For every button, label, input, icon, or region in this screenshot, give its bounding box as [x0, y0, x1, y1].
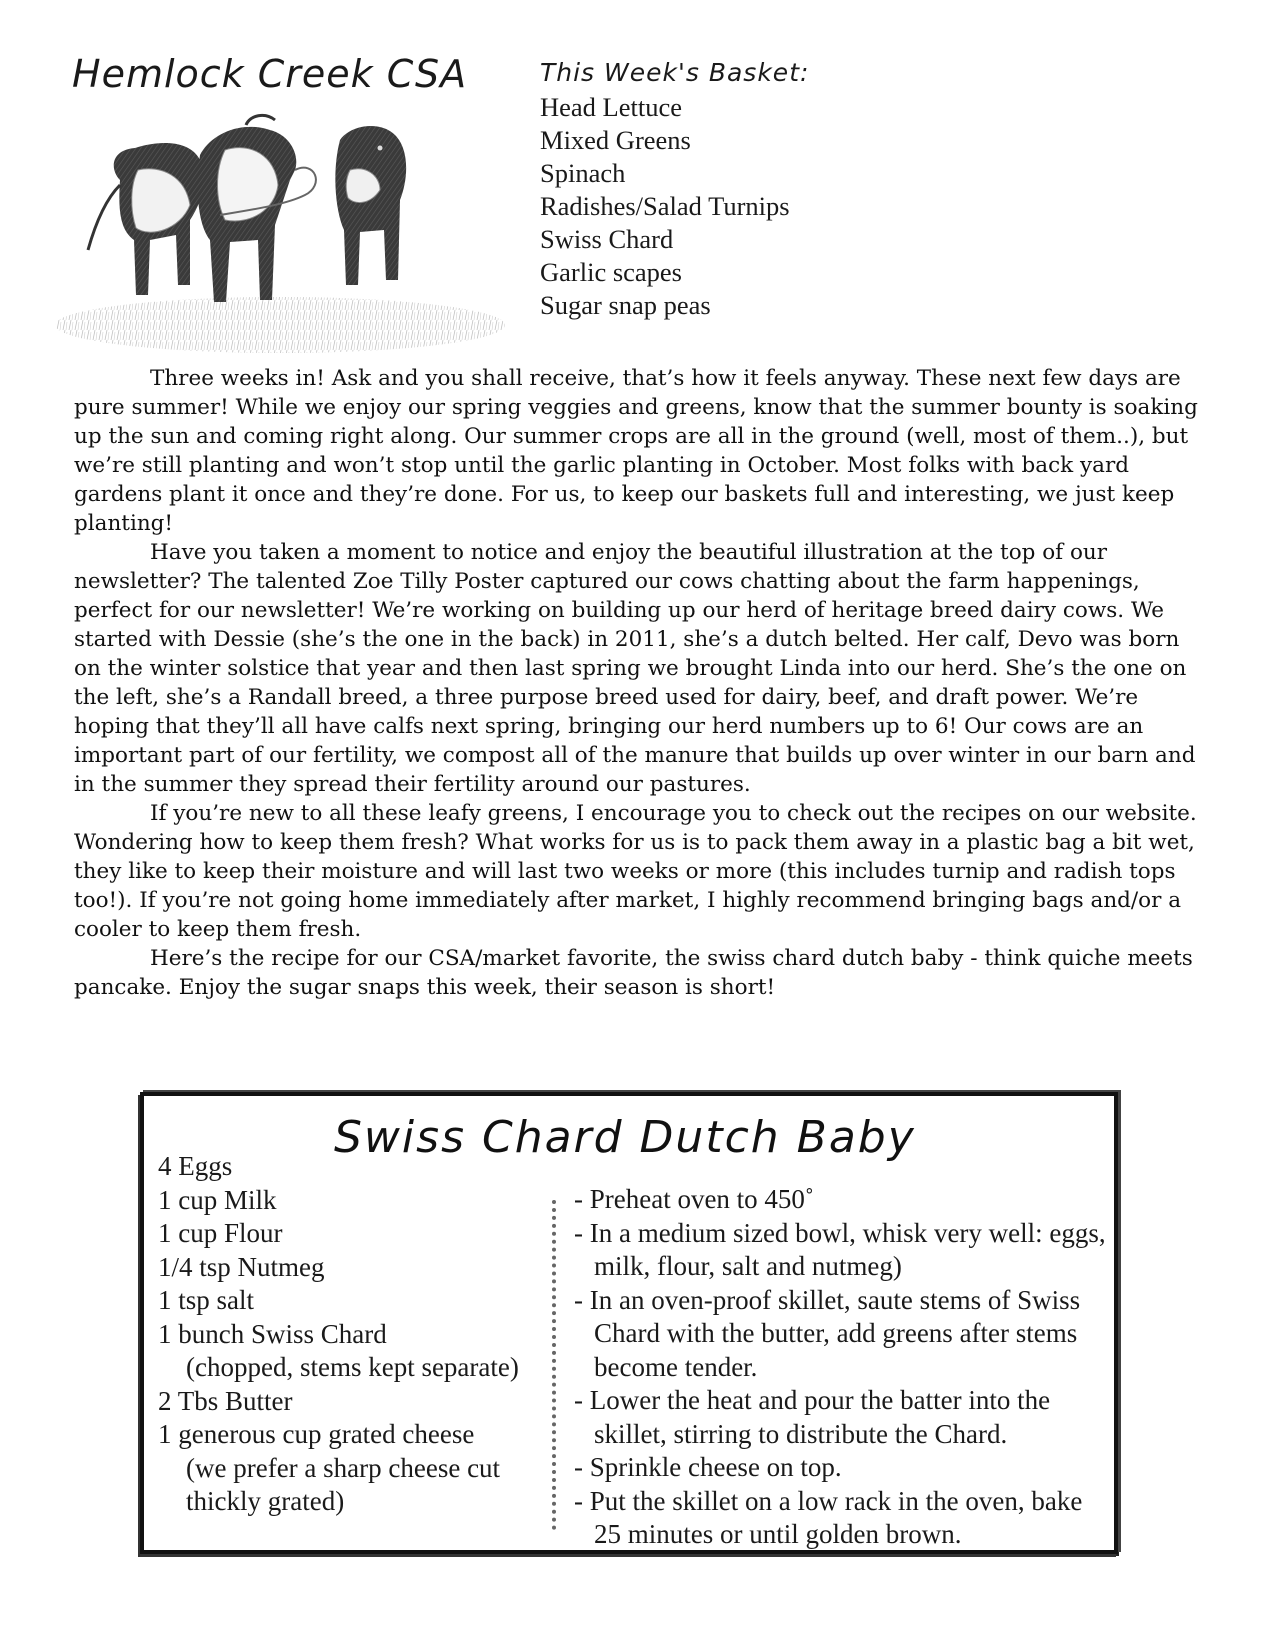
ingredient-item: 1 cup Milk [158, 1184, 277, 1215]
basket-item: Garlic scapes [540, 257, 682, 287]
ingredient-note: (we prefer a sharp cheese cut [186, 1452, 501, 1483]
body-paragraph: Here’s the recipe for our CSA/market favorite, the swiss chard dutch baby - think quiche meets pancake. Enjoy the sugar snaps this week, their season is short! [74, 946, 1193, 1000]
ingredient-item: 1/4 tsp Nutmeg [158, 1251, 325, 1282]
basket-item: Mixed Greens [540, 125, 691, 155]
instruction-list [574, 1183, 1114, 1552]
ingredient-note: (chopped, stems kept separate) [186, 1352, 519, 1382]
ingredient-item: 4 Eggs [158, 1151, 233, 1181]
cows-illustration [50, 110, 510, 360]
basket-heading: This Week's Basket: [540, 58, 810, 87]
weekly-basket [540, 58, 1040, 322]
body-paragraph: If you’re new to all these leafy greens, I encourage you to check out the recipes on our website. Wondering how to keep them fresh? What works for us is to pack them away in a plastic bag a bit wet, they like to keep their moisture and will last two weeks or more (this includes turnip and radish tops too!). If you’re not going home immediately after market, I highly recommend bringing bags and/or a cooler to keep them fresh. [74, 801, 1197, 942]
ingredient-item: 1 generous cup grated cheese [158, 1419, 475, 1449]
basket-list [540, 91, 1040, 322]
instruction-step: - Put the skillet on a low rack in the oven, bake 25 minutes or until golden brown. [574, 1485, 1083, 1549]
instruction-step: - Lower the heat and pour the batter into the skillet, stirring to distribute the Chard. [574, 1385, 1051, 1449]
column-divider [552, 1200, 556, 1530]
ingredient-item: 1 bunch Swiss Chard [158, 1318, 387, 1349]
ingredient-item: 1 cup Flour [158, 1218, 283, 1248]
ingredient-item: 2 Tbs Butter [158, 1385, 293, 1416]
basket-item: Sugar snap peas [540, 290, 711, 320]
instruction-step: - Preheat oven to 450˚ [574, 1184, 814, 1214]
recipe-title: Swiss Chard Dutch Baby [334, 1112, 916, 1163]
basket-item: Radishes/Salad Turnips [540, 191, 790, 221]
newsletter-title: Hemlock Creek CSA [72, 52, 468, 96]
instruction-step: - Sprinkle cheese on top. [574, 1452, 842, 1482]
basket-item: Head Lettuce [540, 92, 682, 122]
body-paragraph: Three weeks in! Ask and you shall receive, that’s how it feels anyway. These next few days are pure summer! While we enjoy our spring veggies and greens, know that the summer bounty is soaking up the sun and coming right along. Our summer crops are all in the ground (well, most of them..), but we’re still planting and won’t stop until the garlic planting in October. Most folks with back yard gardens plant it once and they’re done. For us, to keep our baskets full and interesting, we just keep planting! [74, 366, 1198, 536]
ingredient-list [158, 1150, 519, 1519]
ingredient-note: thickly grated) [186, 1486, 345, 1516]
instruction-step: - In an oven-proof skillet, saute stems of Swiss Chard with the butter, add greens after stems become tender. [574, 1284, 1081, 1382]
instruction-step: - In a medium sized bowl, whisk very well: eggs, milk, flour, salt and nutmeg) [574, 1217, 1106, 1281]
newsletter-body [74, 364, 1204, 1002]
ingredient-item: 1 tsp salt [158, 1285, 255, 1315]
basket-item: Swiss Chard [540, 224, 674, 254]
body-paragraph: Have you taken a moment to notice and enjoy the beautiful illustration at the top of our newsletter? The talented Zoe Tilly Poster captured our cows chatting about the farm happenings, perfect for our newsletter! We’re working on building up our herd of heritage breed dairy cows. We started with Dessie (she’s the one in the back) in 2011, she’s a dutch belted. Her calf, Devo was born on the winter solstice that year and then last spring we brought Linda into our herd. She’s the one on the left, she’s a Randall breed, a three purpose breed used for dairy, beef, and draft power. We’re hoping that they’ll all have calfs next spring, bringing our herd numbers up to 6! Our cows are an important part of our fertility, we compost all of the manure that builds up over winter in our barn and in the summer they spread their fertility around our pastures. [74, 540, 1196, 797]
basket-item: Spinach [540, 158, 626, 188]
recipe-card [140, 1092, 1118, 1554]
